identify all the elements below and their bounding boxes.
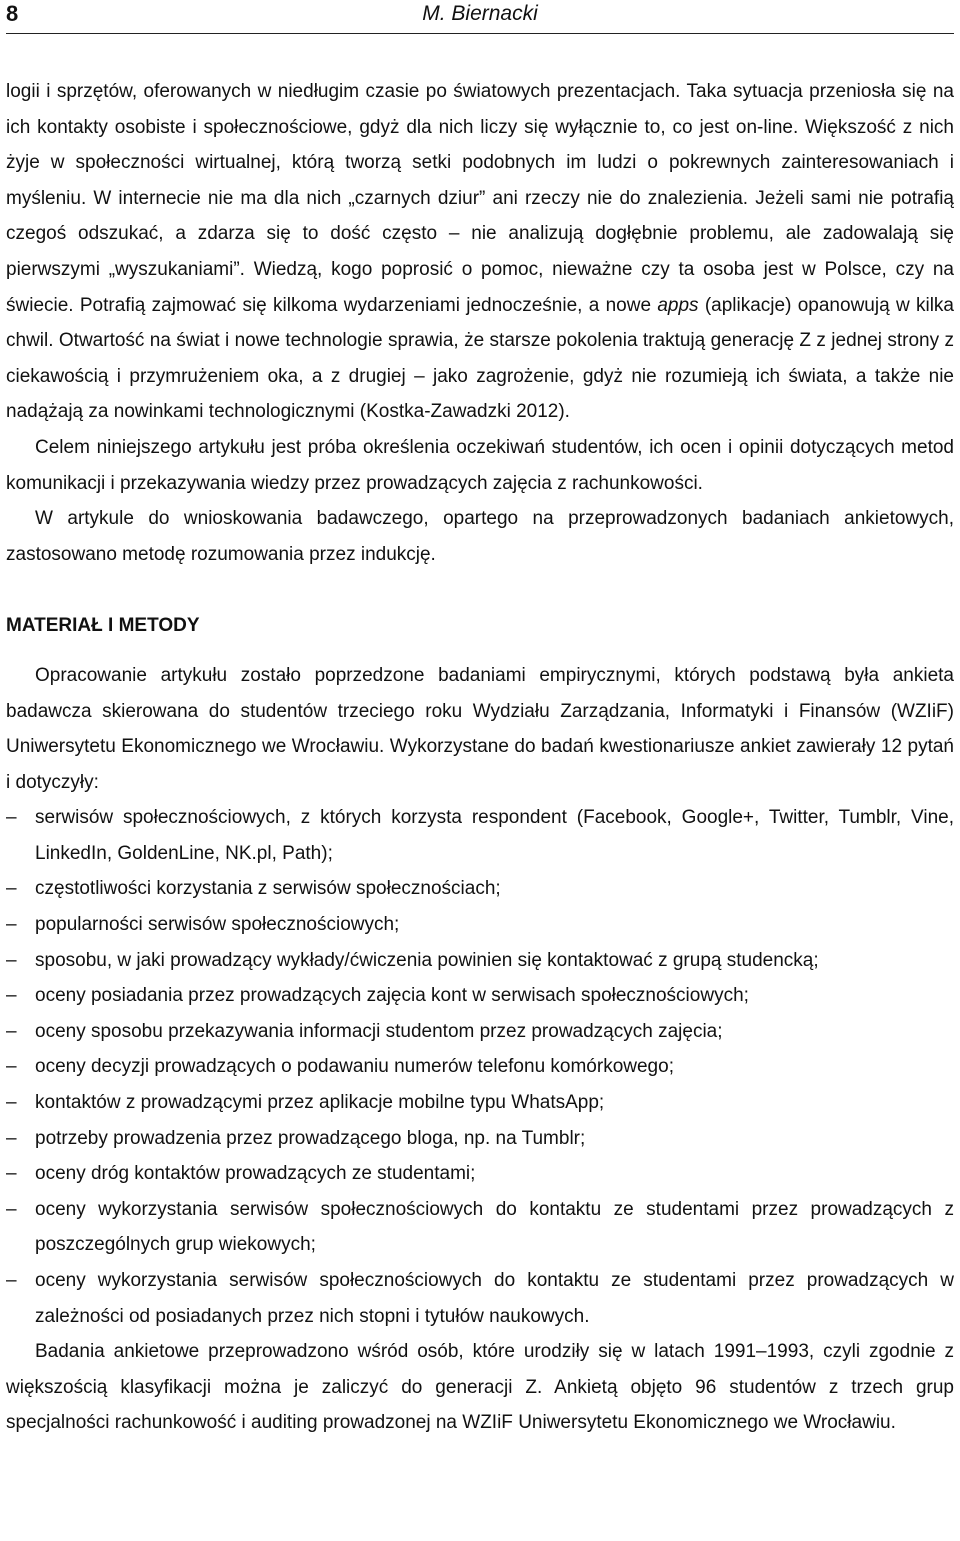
list-item [6,1263,954,1334]
dash-bullet: – [6,878,17,900]
dash-bullet: – [6,1020,17,1042]
list-item-text: popularności serwisów społecznościowych; [35,914,400,936]
list-item [6,943,954,979]
emphasis-apps: apps [657,294,699,316]
paragraph-method: W artykule do wnioskowania badawczego, opartego na przeprowadzonych badaniach ankietowych, zastosowano metodę rozumowania przez indukcję. [6,508,954,565]
list-item [6,1192,954,1263]
list-item-text: kontaktów z prowadzącymi przez aplikacje mobilne typu WhatsApp; [35,1092,605,1114]
running-head: M. Biernacki [422,2,538,25]
dash-bullet: – [6,949,17,971]
list-item-text: oceny sposobu przekazywania informacji studentom przez prowadzących zajęcia; [35,1020,723,1042]
header-rule [6,33,954,34]
list-item [6,1156,954,1192]
page-content [6,74,954,1441]
list-item-text: oceny dróg kontaktów prowadzących ze studentami; [35,1163,476,1185]
paragraph-text: (aplikacje) opanowują w kilka chwil. Otwartość na świat i nowe technologie sprawia, że starsze pokolenia traktują generację Z z jednej strony z ciekawością i przymrużeniem oka, a z drugiej – jako zagrożenie, gdyż nie rozumieją ich świata, a także nie nadążają za nowinkami technologicznymi (Kostka-Zawadzki 2012). [6,294,954,423]
questionnaire-topics-list [6,800,954,1334]
paragraph-text: logii i sprzętów, oferowanych w niedługim czasie po światowych prezentacjach. Taka sytuacja przeniosła się na ich kontakty osobiste i społecznościowe, gdyż dla nich liczy się wyłącznie to, co jest on-line. Większość z nich żyje w społeczności wirtualnej, którą tworzą setki podobnych im ludzi o pokrewnych zainteresowaniach i myśleniu. W internecie nie ma dla nich „czarnych dziur” ani rzeczy nie do znalezienia. Jeżeli sami nie potrafią czegoś odszukać, a zdarza się to dość często – nie analizują dogłębnie problemu, ale zadowalają się pierwszymi „wyszukaniami”. Wiedzą, kogo poprosić o pomoc, nieważne czy ta osoba jest w Polsce, czy na świecie. Potrafią zajmować się kilkoma wydarzeniami jednocześnie, a nowe [6,81,954,316]
paragraph-materials: Opracowanie artykułu zostało poprzedzone badaniami empirycznymi, których podstawą była ankieta badawcza skierowana do studentów trzeciego roku Wydziału Zarządzania, Informatyki i Finansów (WZIiF) Uniwersytetu Ekonomicznego we Wrocławiu. Wykorzystane do badań kwestionariusze ankiet zawierały 12 pytań i dotyczyły: [6,664,954,793]
dash-bullet: – [6,985,17,1007]
dash-bullet: – [6,1270,17,1291]
page-number: 8 [6,1,19,26]
list-item-text: sposobu, w jaki prowadzący wykłady/ćwiczenia powinien się kontaktować z grupą studencką; [35,949,819,971]
list-item-text: oceny decyzji prowadzących o podawaniu numerów telefonu komórkowego; [35,1056,674,1078]
list-item [6,800,954,871]
list-item-text: oceny posiadania przez prowadzących zajęcia kont w serwisach społecznościowych; [35,985,749,1007]
list-item [6,1085,954,1121]
list-item [6,1014,954,1050]
list-item [6,871,954,907]
dash-bullet: – [6,1127,17,1149]
dash-bullet: – [6,914,17,936]
list-item-text: oceny wykorzystania serwisów społecznościowych do kontaktu ze studentami przez prowadzących z poszczególnych grup wiekowych; [35,1198,954,1256]
paragraph-aim: Celem niniejszego artykułu jest próba określenia oczekiwań studentów, ich ocen i opinii dotyczących metod komunikacji i przekazywania wiedzy przez prowadzących zajęcia z rachunkowości. [6,436,954,494]
list-item-text: serwisów społecznościowych, z których korzysta respondent (Facebook, Google+, Twitter, Tumblr, Vine, LinkedIn, GoldenLine, NK.pl, Path); [35,807,954,864]
dash-bullet: – [6,1163,17,1185]
dash-bullet: – [6,807,17,829]
dash-bullet: – [6,1092,17,1114]
list-item [6,978,954,1014]
dash-bullet: – [6,1056,17,1078]
list-item [6,1049,954,1085]
paragraph-generation-z [6,74,954,430]
paragraph-survey: Badania ankietowe przeprowadzono wśród osób, które urodziły się w latach 1991–1993, czyli zgodnie z większością klasyfikacji można je zaliczyć do generacji Z. Ankietą objęto 96 studentów z trzech grup specjalności rachunkowość i auditing prowadzonej na WZIiF Uniwersytetu Ekonomicznego we Wrocławiu. [6,1341,954,1434]
list-item-text: częstotliwości korzystania z serwisów społecznościach; [35,878,501,900]
dash-bullet: – [6,1198,17,1220]
list-item [6,907,954,943]
list-item-text: potrzeby prowadzenia przez prowadzącego bloga, np. na Tumblr; [35,1127,586,1149]
list-item-text: oceny wykorzystania serwisów społecznościowych do kontaktu ze studentami przez prowadzących w zależności od posiadanych przez nich stopni i tytułów naukowych. [35,1270,954,1327]
list-item [6,1121,954,1157]
page-header [0,0,960,38]
section-heading: MATERIAŁ I METODY [6,615,200,637]
